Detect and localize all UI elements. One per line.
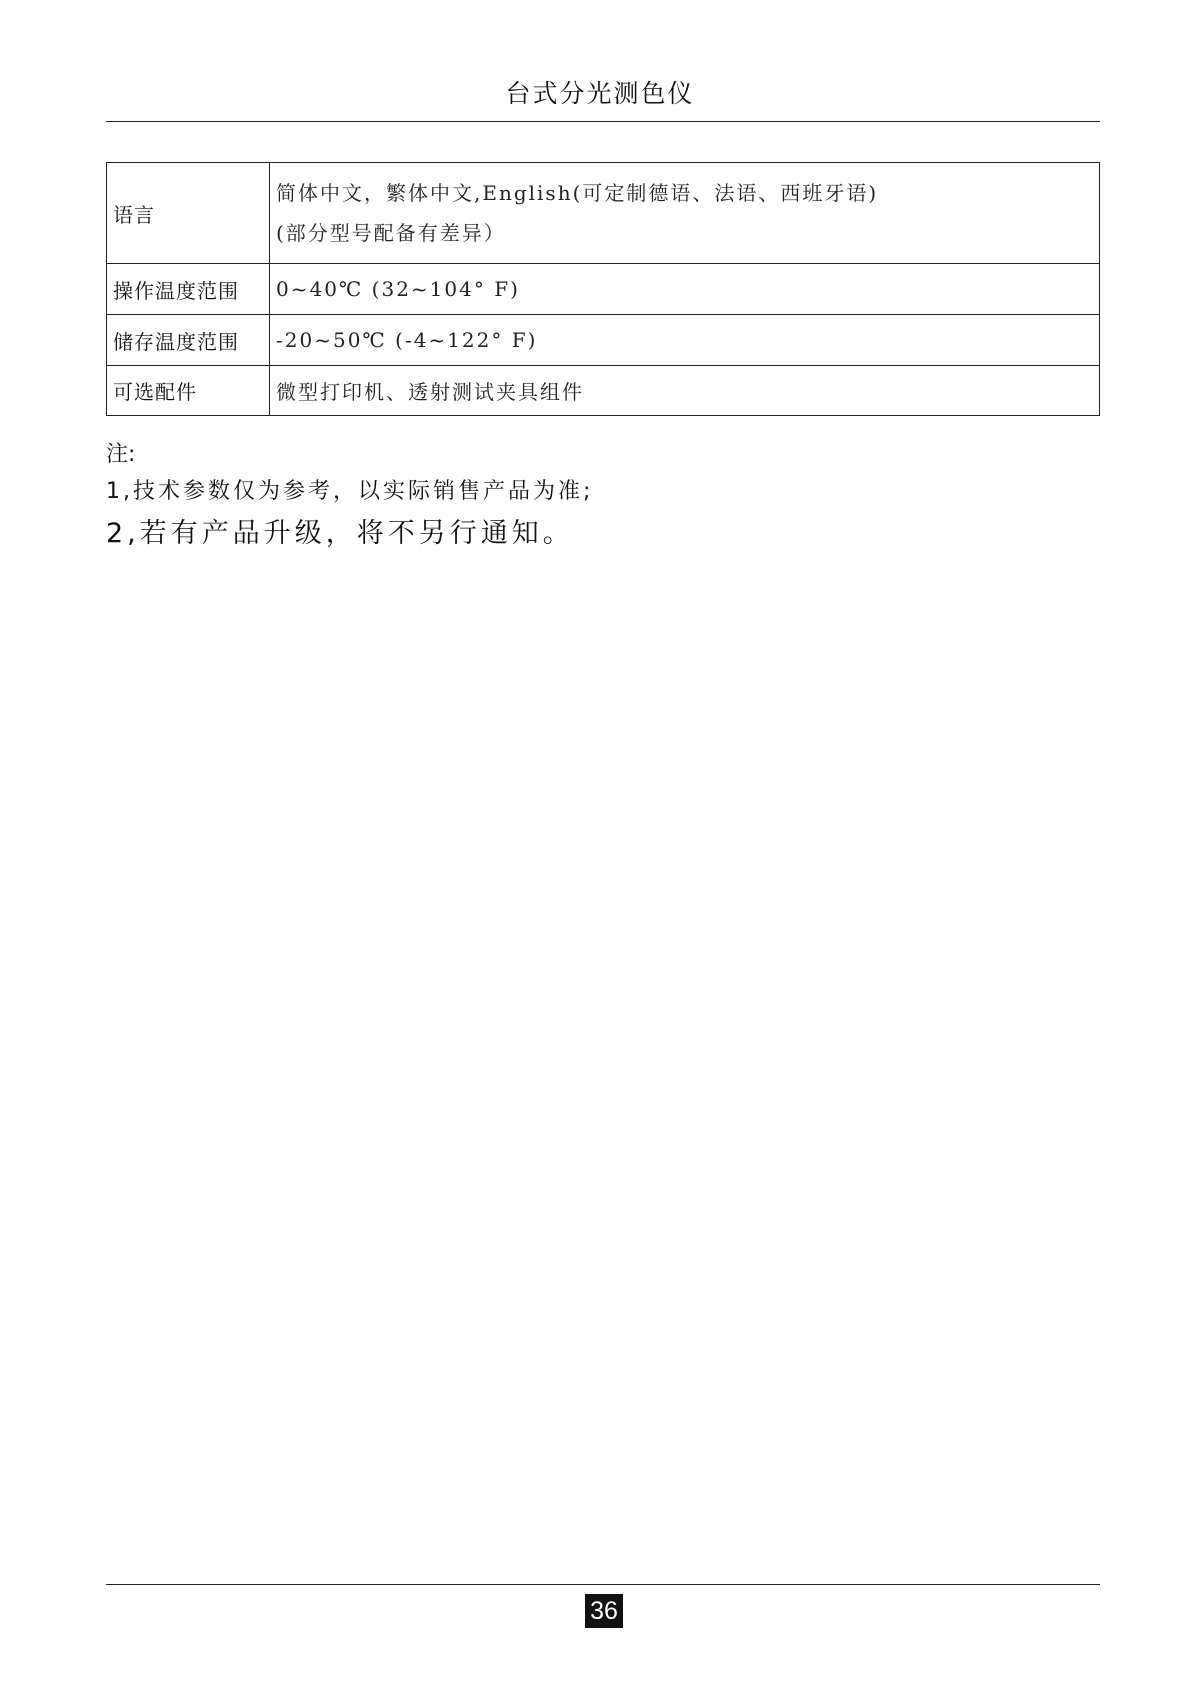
spec-value-storage-temp: -20~50℃ (-4~122° F) bbox=[270, 315, 1100, 366]
spec-label-storage-temp: 储存温度范围 bbox=[107, 315, 270, 366]
spec-value-accessories: 微型打印机、透射测试夹具组件 bbox=[270, 366, 1100, 416]
spec-value-line: (部分型号配备有差异） bbox=[276, 221, 506, 245]
spec-table bbox=[106, 162, 1100, 416]
spec-value-line: 简体中文，繁体中文,English(可定制德语、法语、西班牙语) bbox=[276, 181, 879, 205]
spec-label-accessories: 可选配件 bbox=[107, 366, 270, 416]
page-header-title: 台式分光测色仪 bbox=[505, 79, 695, 108]
notes-section bbox=[106, 438, 1100, 556]
footer-divider bbox=[106, 1584, 1100, 1585]
table-row bbox=[107, 264, 1100, 315]
note-item: 2,若有产品升级，将不另行通知。 bbox=[106, 518, 574, 549]
note-item: 1,技术参数仅为参考，以实际销售产品为准; bbox=[106, 479, 594, 504]
spec-label-language: 语言 bbox=[107, 163, 270, 264]
spec-value-operating-temp: 0~40℃ (32~104° F) bbox=[270, 264, 1100, 315]
notes-title: 注: bbox=[106, 442, 136, 467]
spec-value-language bbox=[270, 163, 1100, 264]
page-number: 36 bbox=[585, 1594, 623, 1628]
spec-label-operating-temp: 操作温度范围 bbox=[107, 264, 270, 315]
table-row bbox=[107, 315, 1100, 366]
header-divider bbox=[106, 121, 1100, 122]
table-row bbox=[107, 163, 1100, 264]
table-row bbox=[107, 366, 1100, 416]
